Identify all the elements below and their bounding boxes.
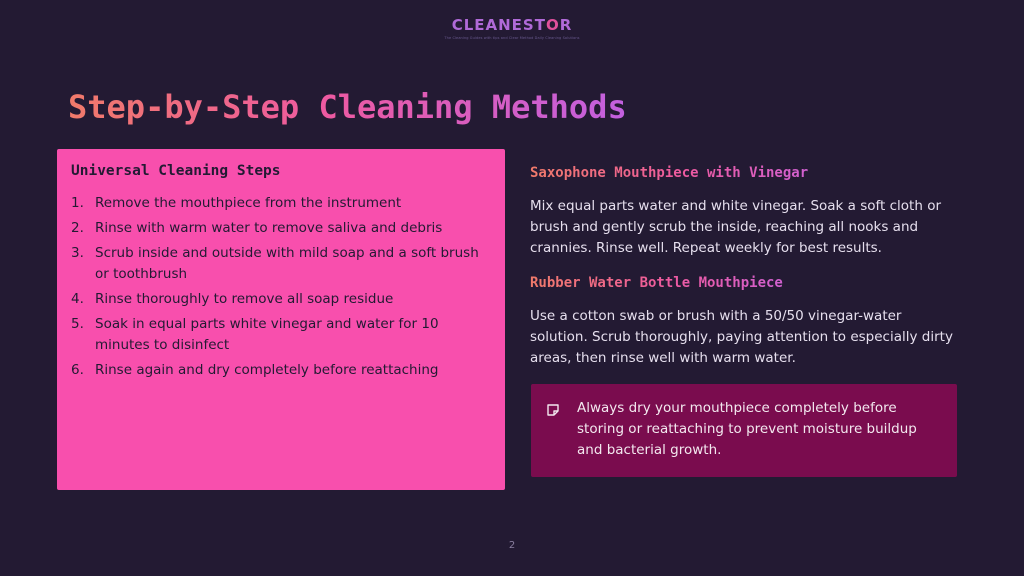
rubber-heading: Rubber Water Bottle Mouthpiece (530, 275, 783, 291)
logo-wordmark: CLEANESTOR (451, 16, 573, 34)
logo (0, 16, 1024, 40)
saxophone-heading: Saxophone Mouthpiece with Vinegar (530, 165, 809, 181)
rubber-body: Use a cotton swab or brush with a 50/50 vinegar-water solution. Scrub thoroughly, paying attention to especially dirty areas, then rinse well with warm water. (530, 308, 953, 366)
page-number: 2 (508, 540, 516, 551)
logo-tagline: The Cleaning Guides with tips and Clear Method Daily Cleaning Solutions (444, 36, 580, 40)
note-text: Always dry your mouthpiece completely before storing or reattaching to prevent moisture buildup and bacterial growth. (577, 400, 917, 458)
note-icon (546, 403, 560, 417)
saxophone-body: Mix equal parts water and white vinegar. Soak a soft cloth or brush and gently scrub the inside, reaching all nooks and crannies. Rinse well. Repeat weekly for best results. (530, 198, 942, 256)
list-item: 5. Soak in equal parts white vinegar and water for 10 minutes to disinfect (71, 316, 439, 353)
universal-steps-card (57, 149, 505, 490)
list-item: 4. Rinse thoroughly to remove all soap residue (71, 291, 394, 307)
list-item: 1. Remove the mouthpiece from the instrument (71, 195, 402, 211)
list-item: 6. Rinse again and dry completely before reattaching (71, 362, 439, 378)
steps-list (71, 193, 489, 381)
page-title: Step-by-Step Cleaning Methods (68, 88, 627, 126)
universal-steps-heading: Universal Cleaning Steps (71, 163, 281, 179)
tip-note (531, 384, 957, 477)
list-item: 3. Scrub inside and outside with mild soap and a soft brush or toothbrush (71, 245, 479, 282)
list-item: 2. Rinse with warm water to remove saliva and debris (71, 220, 443, 236)
